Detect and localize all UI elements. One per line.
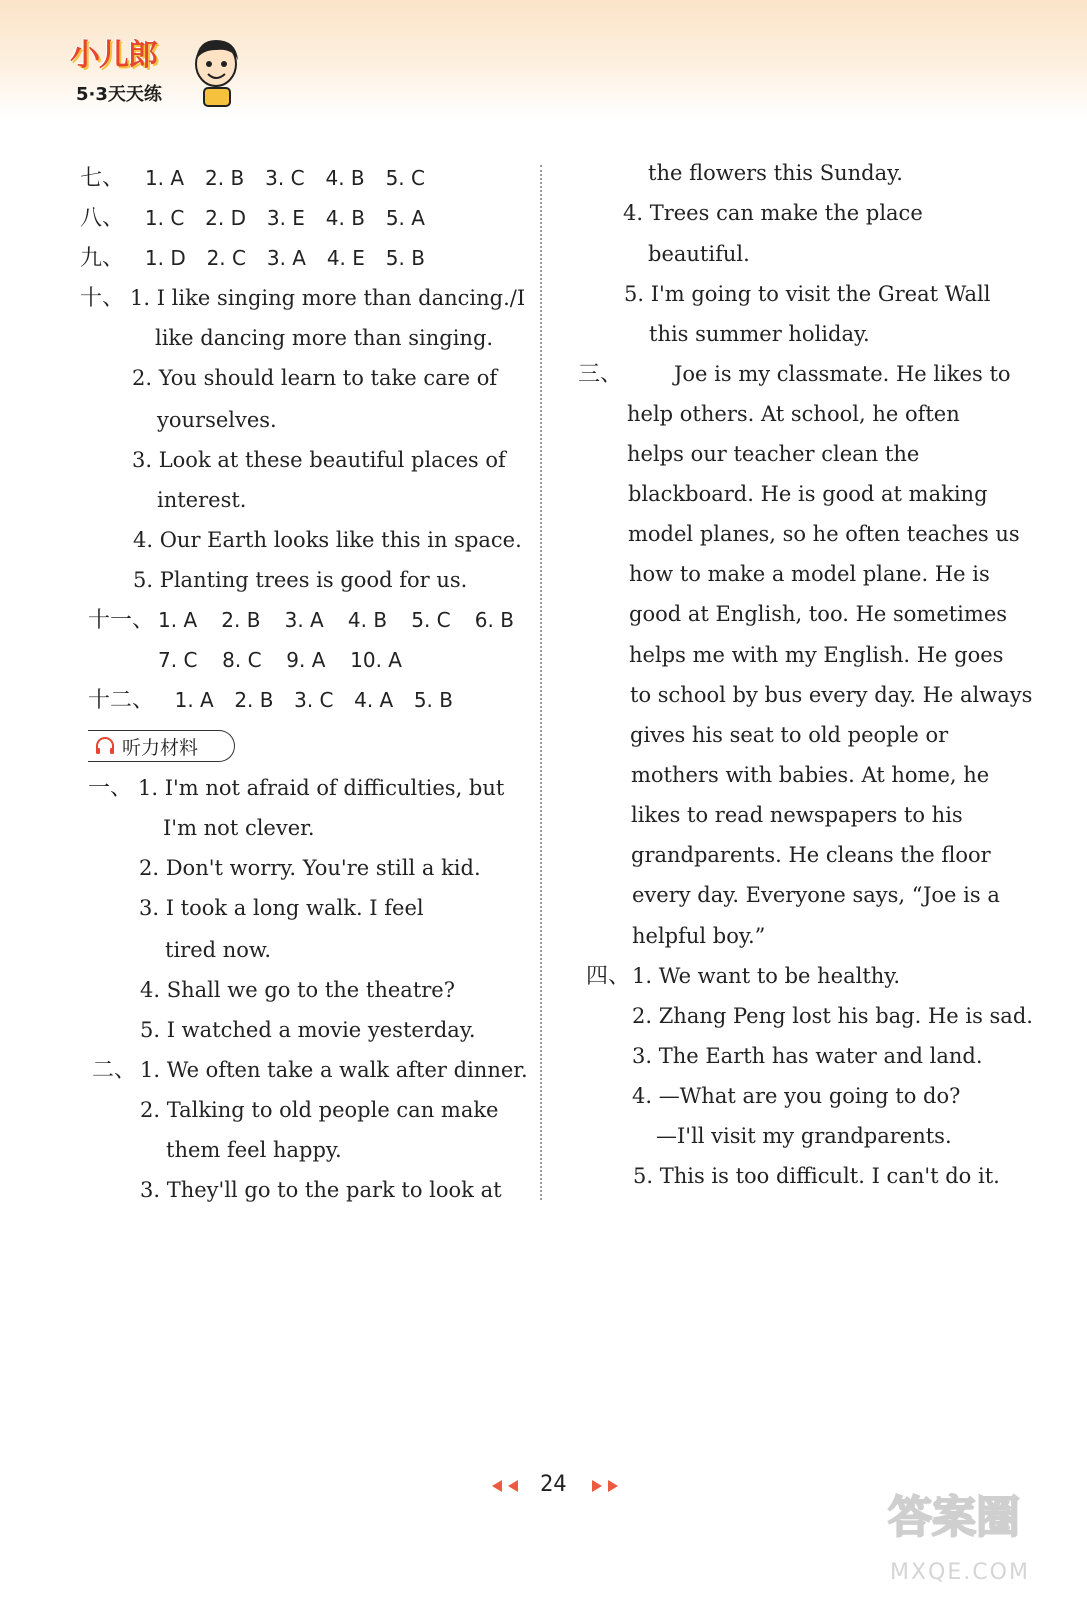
answer-item: 4. E	[326, 246, 365, 270]
answer-line: 2. Talking to old people can make	[140, 1098, 499, 1122]
answer-item: 3. A	[266, 246, 306, 270]
passage-line: helps me with my English. He goes	[629, 643, 1004, 667]
answer-item: 2. B	[221, 608, 261, 632]
section-label: 二、	[92, 1058, 137, 1083]
answer-item: 9. A	[286, 648, 326, 672]
passage-line: model planes, so he often teaches us	[628, 522, 1020, 546]
passage-line: every day. Everyone says, “Joe is a	[632, 883, 1000, 907]
section-12	[88, 690, 453, 712]
passage-line: gives his seat to old people or	[630, 723, 949, 747]
answer-line: 5. I'm going to visit the Great Wall	[624, 282, 991, 306]
answer-item: 5. B	[413, 688, 453, 712]
answer-item: 2. C	[206, 246, 246, 270]
brand-name: 小儿郎	[70, 38, 157, 73]
section-label: 三、	[578, 362, 623, 387]
answer-item: 1. A	[174, 688, 214, 712]
answer-line: like dancing more than singing.	[155, 326, 494, 350]
section-label: 八、	[80, 206, 125, 231]
section-label: 七、	[80, 166, 125, 191]
next-arrows-icon	[588, 1478, 628, 1494]
listening-title: 听力材料	[122, 736, 199, 759]
answer-item: 4. A	[354, 688, 394, 712]
section-label: 四、	[586, 964, 631, 989]
watermark	[880, 1470, 1070, 1590]
answer-line: this summer holiday.	[649, 322, 870, 346]
answer-item: 1. C	[144, 206, 185, 230]
answer-line: them feel happy.	[166, 1138, 342, 1162]
answer-line: 1. I like singing more than dancing./I	[130, 286, 526, 310]
passage-line: good at English, too. He sometimes	[629, 602, 1008, 626]
answer-line: 5. This is too difficult. I can't do it.	[633, 1164, 1000, 1188]
section-label: 十一、	[88, 608, 155, 633]
passage-line: to school by bus every day. He always	[630, 683, 1033, 707]
answer-item: 3. C	[294, 688, 334, 712]
section-7	[80, 168, 425, 190]
passage-line: helpful boy.”	[632, 924, 766, 948]
answer-line: 3. I took a long walk. I feel	[139, 896, 424, 920]
answer-line: tired now.	[165, 938, 272, 962]
section-label: 十、	[80, 286, 125, 311]
answer-item: 3. C	[265, 166, 305, 190]
brand-logo	[70, 30, 250, 110]
answer-item: 4. B	[325, 206, 365, 230]
answer-line: beautiful.	[648, 242, 750, 266]
answer-item: 4. B	[325, 166, 365, 190]
section-label: 一、	[88, 776, 133, 801]
answer-item: 4. B	[347, 608, 388, 632]
answer-line: I'm not clever.	[163, 816, 315, 840]
column-divider	[540, 165, 542, 1200]
prev-arrows-icon	[488, 1478, 528, 1494]
answer-item: 1. A	[144, 166, 185, 190]
series-name: 5·3天天练	[76, 84, 162, 105]
answer-line: —I'll visit my grandparents.	[656, 1124, 952, 1148]
answer-item: 5. C	[411, 608, 451, 632]
answer-item: 5. A	[385, 206, 425, 230]
watermark-text: MXQE.COM	[890, 1560, 1030, 1585]
answer-line: yourselves.	[157, 408, 277, 432]
passage-line: blackboard. He is good at making	[628, 482, 988, 506]
answer-line: interest.	[157, 488, 247, 512]
answer-item: 3. A	[284, 608, 324, 632]
page-number: 24	[540, 1472, 567, 1497]
section-label: 九、	[80, 246, 125, 271]
answer-item: 2. D	[205, 206, 246, 230]
answer-line: the flowers this Sunday.	[648, 161, 903, 185]
passage-line: Joe is my classmate. He likes to	[674, 362, 1011, 386]
answer-item: 2. B	[234, 688, 274, 712]
answer-line: 5. Planting trees is good for us.	[133, 568, 468, 592]
answer-item: 1. A	[158, 608, 198, 632]
answer-row	[158, 650, 402, 670]
answer-item: 8. C	[222, 648, 262, 672]
answer-line: 4. Trees can make the place	[623, 201, 923, 225]
answer-row	[158, 610, 514, 630]
answer-line: 2. Don't worry. You're still a kid.	[139, 856, 481, 880]
mascot-icon	[188, 36, 244, 108]
passage-line: helps our teacher clean the	[627, 442, 920, 466]
section-9	[80, 248, 425, 270]
answer-line: 3. Look at these beautiful places of	[132, 448, 506, 472]
headphones-icon	[94, 735, 116, 757]
answer-line: 1. We want to be healthy.	[632, 964, 901, 988]
answer-item: 6. B	[474, 608, 514, 632]
passage-line: help others. At school, he often	[627, 402, 960, 426]
section-8	[80, 208, 425, 230]
answer-line: 3. They'll go to the park to look at	[140, 1178, 502, 1202]
listening-section-tag	[88, 730, 235, 762]
answer-line: 3. The Earth has water and land.	[632, 1044, 983, 1068]
section-label: 十二、	[88, 688, 155, 713]
passage-line: how to make a model plane. He is	[629, 562, 990, 586]
answer-line: 2. Zhang Peng lost his bag. He is sad.	[632, 1004, 1033, 1028]
answer-line: 4. Our Earth looks like this in space.	[133, 528, 522, 552]
answer-line: 2. You should learn to take care of	[132, 366, 498, 390]
passage-line: likes to read newspapers to his	[631, 803, 963, 827]
answer-item: 2. B	[205, 166, 245, 190]
answer-line: 4. Shall we go to the theatre?	[140, 978, 455, 1002]
answer-item: 7. C	[158, 648, 198, 672]
answer-line: 5. I watched a movie yesterday.	[140, 1018, 476, 1042]
answer-item: 1. D	[144, 246, 186, 270]
passage-line: mothers with babies. At home, he	[631, 763, 990, 787]
watermark-logo-icon	[880, 1470, 1070, 1560]
page-footer	[470, 1470, 640, 1500]
answer-item: 5. C	[385, 166, 425, 190]
answer-item: 10. A	[350, 648, 402, 672]
answer-line: 4. —What are you going to do?	[632, 1084, 961, 1108]
answer-item: 5. B	[385, 246, 425, 270]
answer-line: 1. I'm not afraid of difficulties, but	[138, 776, 505, 800]
answer-line: 1. We often take a walk after dinner.	[140, 1058, 528, 1082]
answer-item: 3. E	[266, 206, 305, 230]
passage-line: grandparents. He cleans the floor	[631, 843, 991, 867]
watermark-logo-text: 答案圈	[888, 1492, 1020, 1543]
